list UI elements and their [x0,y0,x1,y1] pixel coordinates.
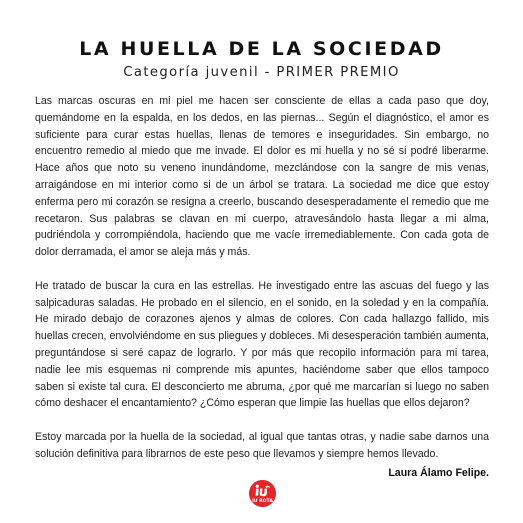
logo-text: IU ROTA [252,499,273,505]
author-signature: Laura Álamo Felipe. [388,467,489,479]
paragraph: Las marcas oscuras en mi piel me hacen ser consciente de ellas a cada paso que doy, quemándome en la espalda, en los dedos, en las piernas... Según el diagnóstico, el amor es suficiente para curar estas huellas, llenas de temores e inseguridades. Sin embargo, no encuentro remedio al miedo que me invade. El dolor es mi huella y no sé si podré liberarme. Hace años que noto su veneno inundándome, mezclándose con la sangre de mis venas, arraigándose en mi interior como si de un árbol se tratara. La sociedad me dice que estoy enferma pero mi corazón se resigna a creerlo, buscando desesperadamente el remedio que me recetaron. Sus palabras se clavan en mi cuerpo, atravesándolo hasta llegar a mi alma, pudriéndola y corrompiéndola, haciendo que me vacíe irremediablemente. Con cada gota de dolor derramada, el amor se aleja más y más. [35,95,489,259]
paragraph: Estoy marcada por la huella de la sociedad, al igual que tantas otras, y nadie sabe darnos una solución definitiva para librarnos de este peso que llevamos y siempre hemos llevado. [35,430,489,460]
document-title: LA HUELLA DE LA SOCIEDAD [79,38,444,60]
paragraph: He tratado de buscar la cura en las estrellas. He investigado entre las ascuas del fuego y las salpicaduras saladas. He probado en el silencio, en el sonido, en la soledad y en la compañía. He mirado debajo de corazones ajenos y almas de colores. Con cada hallazgo fallido, mis huellas crecen, envolviéndome en sus pliegues y dobleces. Mi desesperación también aumenta, preguntándose si seré capaz de lograrlo. Y por más que recopilo información para mi tarea, nadie lee mis esquemas ni comprende mis apuntes, haciéndome saber que ellos tampoco saben si existe tal cura. El desconcierto me abruma, ¿por qué me marcarían si luego no saben cómo deshacer el encantamiento? ¿Cómo esperan que limpie las huellas que ellos dejaron? [35,279,489,410]
body-text [35,93,489,479]
document-subtitle: Categoría juvenil - PRIMER PREMIO [123,65,400,80]
iu-logo-icon [249,480,276,507]
